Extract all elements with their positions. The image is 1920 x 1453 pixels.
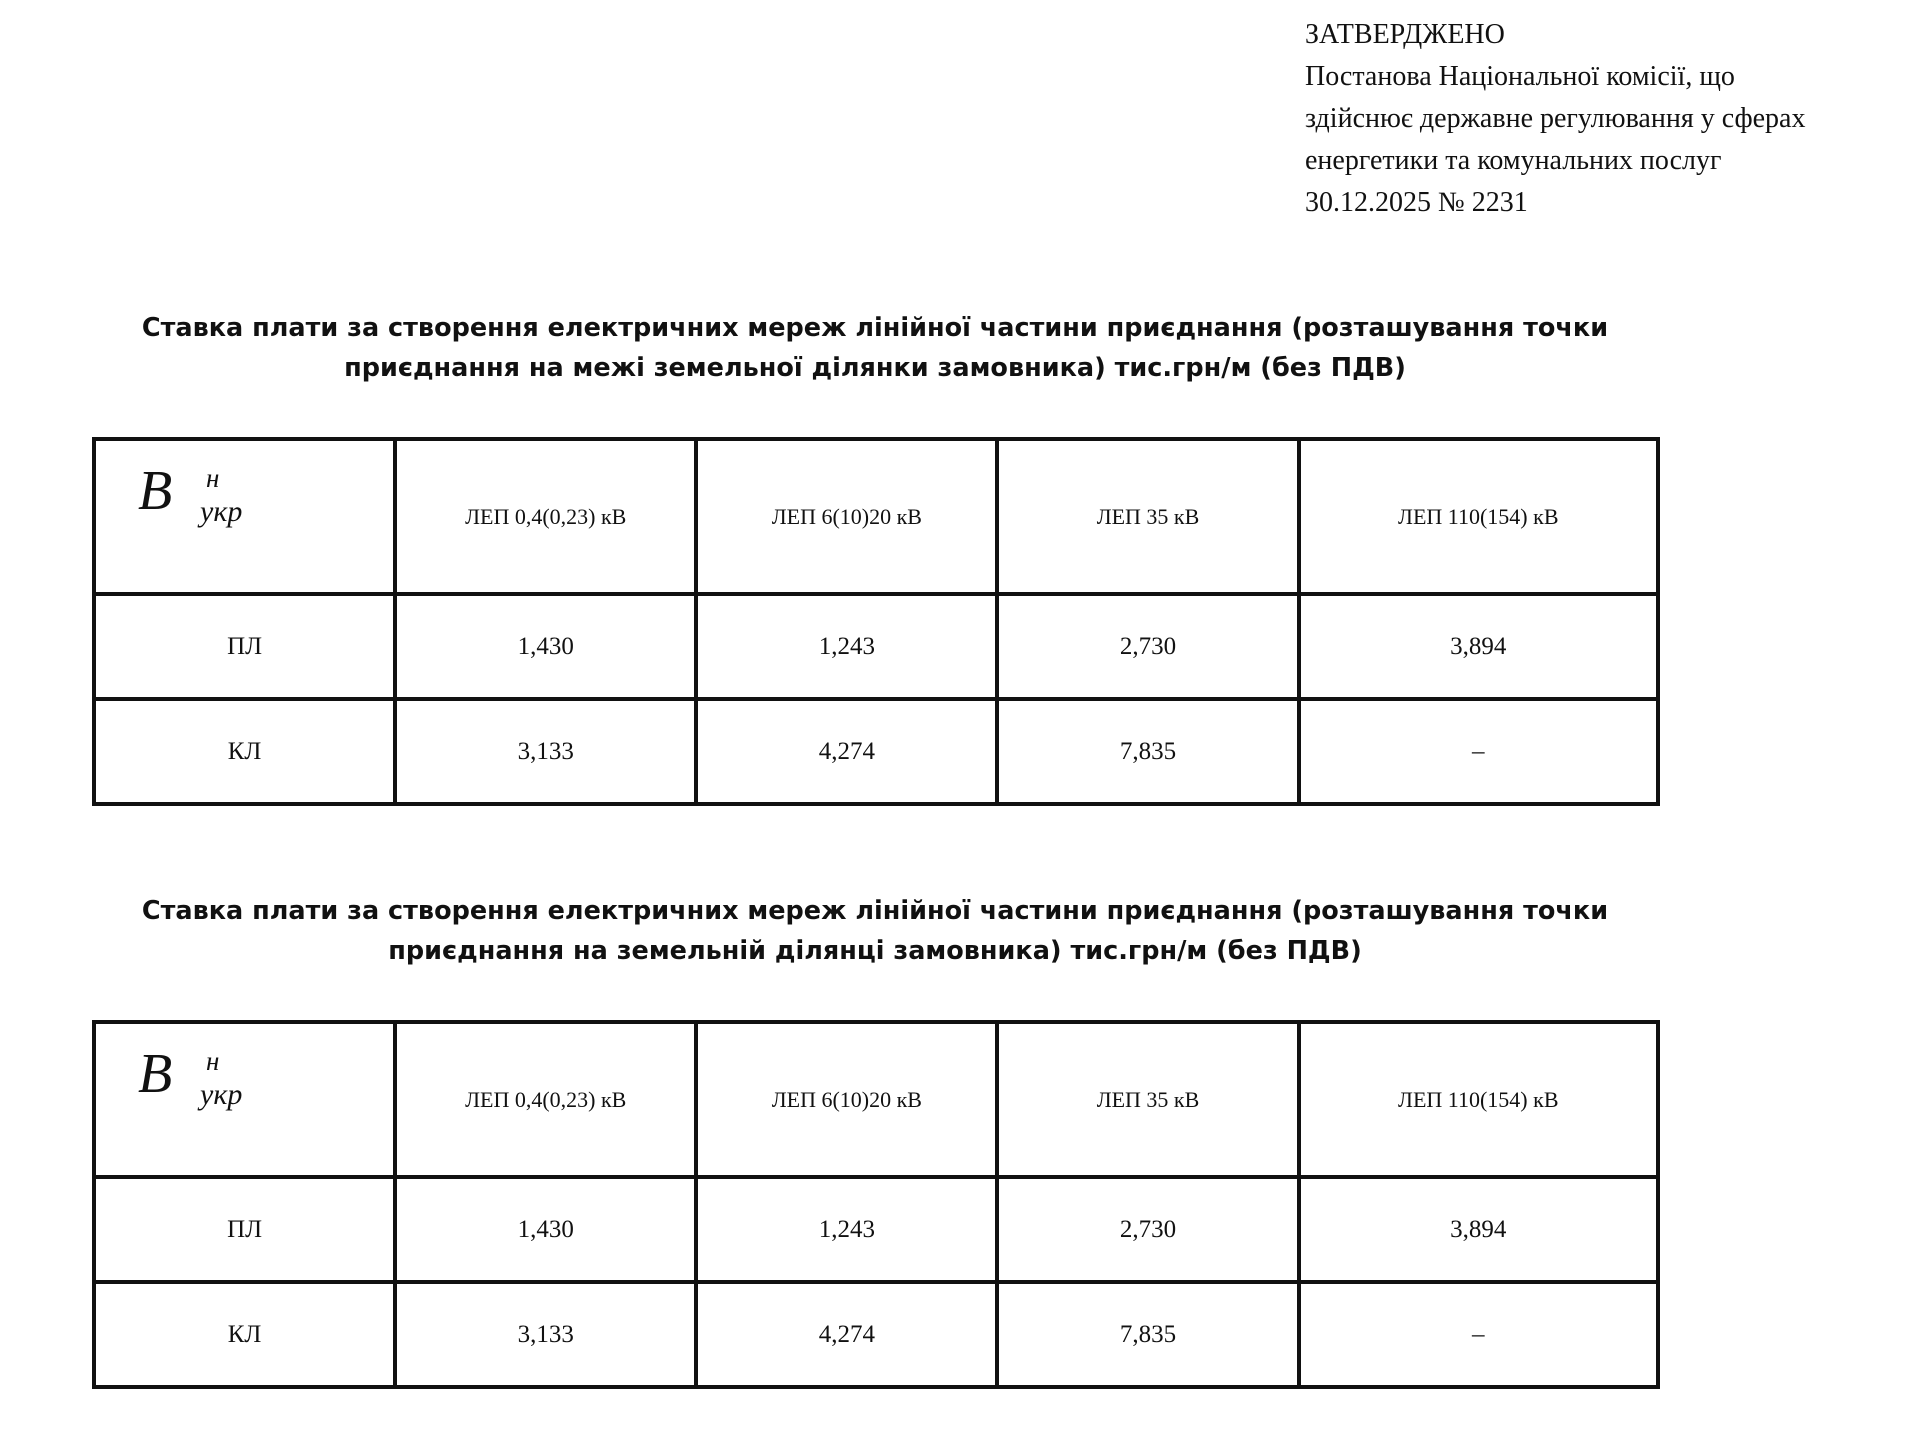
table-cell: 7,835 — [997, 699, 1298, 804]
approval-block — [1305, 14, 1905, 224]
approval-line: здійснює державне регулювання у сферах — [1305, 103, 1806, 134]
table-cell: 3,894 — [1299, 1177, 1658, 1282]
column-header: ЛЕП 0,4(0,23) кВ — [395, 439, 696, 594]
table-cell: 3,133 — [395, 1282, 696, 1387]
column-header: ЛЕП 110(154) кВ — [1299, 439, 1658, 594]
approval-date-number: 30.12.2025 № 2231 — [1305, 187, 1528, 218]
table-1-title-line: Ставка плати за створення електричних мереж лінійної частини приєднання (розташування точки — [141, 313, 1609, 343]
table-row-kl — [94, 1282, 1658, 1387]
table-row-pl — [94, 594, 1658, 699]
symbol-cell: B н укр — [94, 1022, 395, 1177]
table-header-row — [94, 1022, 1658, 1177]
table-cell: 1,430 — [395, 1177, 696, 1282]
table-2-title — [95, 891, 1655, 971]
column-header: ЛЕП 6(10)20 кВ — [696, 1022, 997, 1177]
rate-table-1 — [92, 437, 1660, 806]
table-cell: 4,274 — [696, 1282, 997, 1387]
row-label: КЛ — [94, 1282, 395, 1387]
column-header: ЛЕП 0,4(0,23) кВ — [395, 1022, 696, 1177]
table-2-title-line: приєднання на земельній ділянці замовника) тис.грн/м (без ПДВ) — [388, 936, 1362, 966]
column-header: ЛЕП 35 кВ — [997, 439, 1298, 594]
table-cell: 1,430 — [395, 594, 696, 699]
approval-line: Постанова Національної комісії, що — [1305, 61, 1735, 92]
table-1-title — [95, 308, 1655, 388]
table-cell: 4,274 — [696, 699, 997, 804]
column-header: ЛЕП 6(10)20 кВ — [696, 439, 997, 594]
table-cell: 2,730 — [997, 594, 1298, 699]
row-label: ПЛ — [94, 594, 395, 699]
column-header: ЛЕП 35 кВ — [997, 1022, 1298, 1177]
approval-line: енергетики та комунальних послуг — [1305, 145, 1722, 176]
table-cell: 3,894 — [1299, 594, 1658, 699]
table-cell: 1,243 — [696, 1177, 997, 1282]
table-header-row — [94, 439, 1658, 594]
rate-table-2 — [92, 1020, 1660, 1389]
table-cell: – — [1299, 1282, 1658, 1387]
table-row-pl — [94, 1177, 1658, 1282]
table-2-title-line: Ставка плати за створення електричних мереж лінійної частини приєднання (розташування точки — [141, 896, 1609, 926]
column-header: ЛЕП 110(154) кВ — [1299, 1022, 1658, 1177]
approval-title: ЗАТВЕРДЖЕНО — [1305, 19, 1505, 50]
table-cell: 1,243 — [696, 594, 997, 699]
row-label: ПЛ — [94, 1177, 395, 1282]
table-cell: 3,133 — [395, 699, 696, 804]
table-cell: 2,730 — [997, 1177, 1298, 1282]
row-label: КЛ — [94, 699, 395, 804]
symbol-cell: B н укр — [94, 439, 395, 594]
table-cell: 7,835 — [997, 1282, 1298, 1387]
table-cell: – — [1299, 699, 1658, 804]
table-row-kl — [94, 699, 1658, 804]
table-1-title-line: приєднання на межі земельної ділянки замовника) тис.грн/м (без ПДВ) — [344, 353, 1406, 383]
